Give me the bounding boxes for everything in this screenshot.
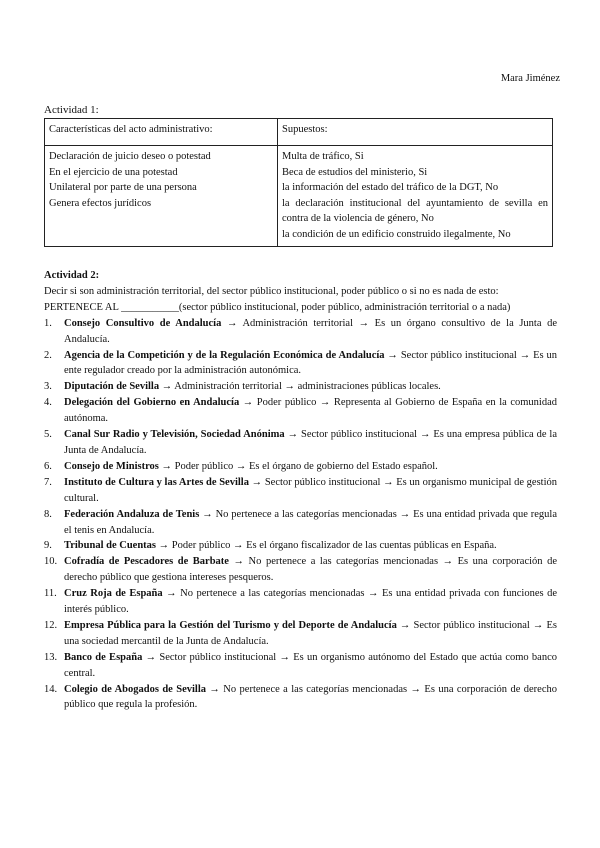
item-number: 8. <box>44 508 52 520</box>
list-item <box>44 427 557 459</box>
entity-classification: → Sector público institucional → Es una sociedad mercantil de la Junta de Andalucía. <box>64 619 557 647</box>
list-item <box>44 475 557 507</box>
entities-list <box>44 316 557 714</box>
item-number: 5. <box>44 429 52 441</box>
activity-2-instruction: Decir si son administración territorial, del sector público institucional, poder público o si no es nada de esto: <box>44 285 499 297</box>
entity-classification: → No pertenece a las categorías mencionadas → Es una entidad privada que regula el tenis en Andalucía. <box>64 508 557 536</box>
entity-name: Colegio de Abogados de Sevilla <box>64 683 206 695</box>
entity-classification: → No pertenece a las categorías mencionadas → Es una corporación de derecho público que gestiona intereses pesqueros. <box>64 556 557 584</box>
entity-classification: → Sector público institucional → Es un organismo municipal de gestión cultural. <box>64 476 557 504</box>
item-number: 14. <box>44 683 58 695</box>
item-number: 1. <box>44 317 52 329</box>
list-item <box>44 538 557 554</box>
entity-classification: → Poder público → Es el órgano de gobierno del Estado español. <box>158 460 438 472</box>
author-name: Mara Jiménez <box>500 73 560 84</box>
item-number: 7. <box>44 476 52 488</box>
entity-name: Federación Andaluza de Tenis <box>64 508 200 520</box>
activity-1-title: Actividad 1: <box>44 104 99 116</box>
item-number: 2. <box>44 349 52 361</box>
item-number: 3. <box>44 381 52 393</box>
entity-classification: → Poder público → Representa al Gobierno de España en la comunidad autónoma. <box>64 397 557 425</box>
case-item: Beca de estudios del ministerio, Si <box>282 166 428 178</box>
characteristic-item: Unilateral por parte de una persona <box>49 182 197 194</box>
activity-2-title: Actividad 2: <box>44 270 100 281</box>
col2-header: Supuestos: <box>278 119 553 146</box>
table-body-row <box>45 146 553 247</box>
entity-name: Consejo de Ministros <box>64 460 159 472</box>
characteristic-item: Declaración de juicio deseo o potestad <box>49 151 211 162</box>
activity-2-template: PERTENECE AL ___________(sector público institucional, poder público, administración territorial o a nada) <box>44 301 511 313</box>
entity-name: Consejo Consultivo de Andalucía <box>64 317 222 329</box>
entity-classification: → No pertenece a las categorías mencionadas → Es una entidad privada con funciones de interés público. <box>64 588 558 616</box>
entity-name: Cofradía de Pescadores de Barbate <box>64 556 229 568</box>
list-item <box>44 316 557 348</box>
item-number: 4. <box>44 397 52 409</box>
entity-name: Agencia de la Competición y de la Regulación Económica de Andalucía <box>64 349 385 361</box>
case-item: la declaración institucional del ayuntamiento de sevilla en contra de la violencia de género, No <box>282 197 548 225</box>
entity-name: Instituto de Cultura y las Artes de Sevilla <box>64 476 249 488</box>
entity-classification: → Sector público institucional → Es un organismo autónomo del Estado que actúa como banco central. <box>64 651 557 679</box>
table-header-row <box>45 119 553 146</box>
list-item <box>44 586 557 618</box>
case-item: la información del estado del tráfico de la DGT, No <box>282 182 499 194</box>
activity-2-section <box>44 268 557 713</box>
case-item: Multa de tráfico, Si <box>282 151 364 162</box>
list-item <box>44 554 557 586</box>
entity-classification: → No pertenece a las categorías mencionadas → Es una corporación de derecho público que regula la profesión. <box>64 683 557 711</box>
list-item <box>44 618 557 650</box>
entity-classification: → Administración territorial → Es un órgano consultivo de la Junta de Andalucía. <box>64 317 557 345</box>
entity-classification: → Sector público institucional → Es una empresa pública de la Junta de Andalucía. <box>64 429 558 456</box>
entity-name: Diputación de Sevilla <box>64 381 160 393</box>
case-item: la condición de un edificio construido ilegalmente, No <box>282 228 511 240</box>
col1-header: Características del acto administrativo: <box>45 119 278 146</box>
item-number: 12. <box>44 619 58 631</box>
activity-1-table <box>44 118 553 247</box>
item-number: 11. <box>44 588 57 600</box>
item-number: 6. <box>44 460 52 472</box>
characteristic-item: En el ejercicio de una potestad <box>49 166 178 178</box>
entity-classification: → Sector público institucional → Es un ente regulador creado por la administración autonómica. <box>64 349 557 377</box>
characteristics-cell <box>45 146 278 247</box>
item-number: 9. <box>44 540 52 552</box>
entity-name: Empresa Pública para la Gestión del Turismo y del Deporte de Andalucía <box>64 619 397 631</box>
entity-name: Cruz Roja de España <box>64 588 163 600</box>
list-item <box>44 507 557 539</box>
entity-classification: → Administración territorial → administraciones públicas locales. <box>159 381 441 393</box>
list-item <box>44 379 557 395</box>
list-item <box>44 395 557 427</box>
entity-name: Banco de España <box>64 651 143 663</box>
list-item <box>44 348 557 380</box>
list-item <box>44 682 557 714</box>
item-number: 10. <box>44 556 58 568</box>
entity-name: Canal Sur Radio y Televisión, Sociedad Anónima <box>64 429 285 441</box>
entity-classification: → Poder público → Es el órgano fiscalizador de las cuentas públicas en España. <box>156 540 497 552</box>
list-item <box>44 650 557 682</box>
entity-name: Delegación del Gobierno en Andalucía <box>64 397 240 409</box>
characteristic-item: Genera efectos jurídicos <box>49 197 152 209</box>
entity-name: Tribunal de Cuentas <box>64 540 156 552</box>
list-item <box>44 459 557 475</box>
item-number: 13. <box>44 651 58 663</box>
cases-cell <box>278 146 553 247</box>
